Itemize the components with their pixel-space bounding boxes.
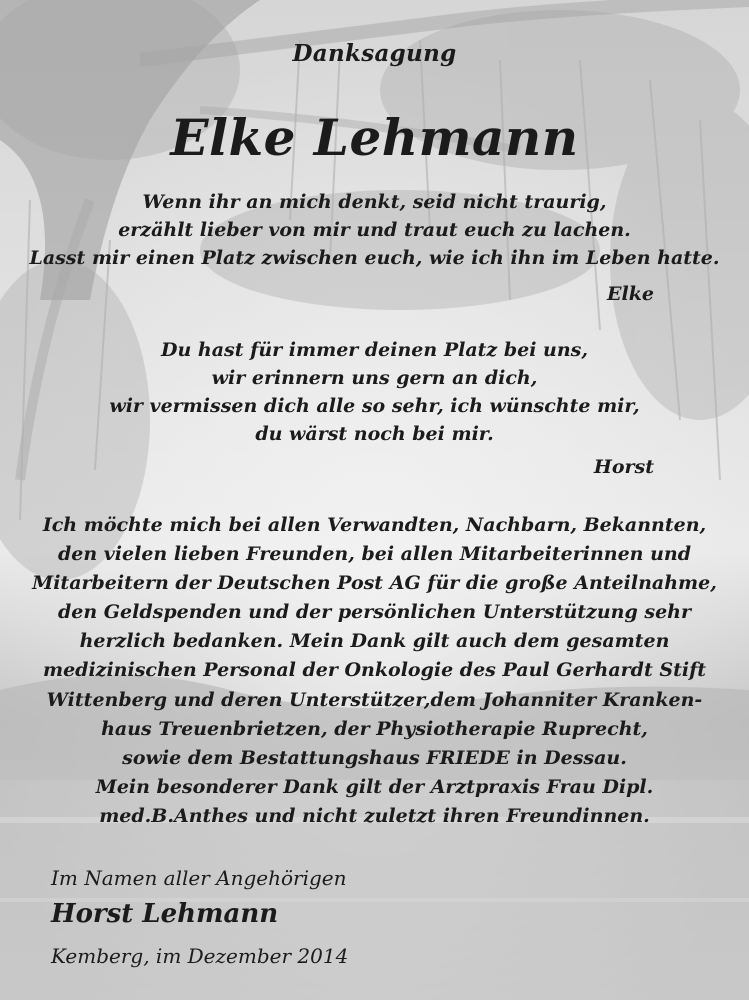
- thanks-line: Mein besonderer Dank gilt der Arztpraxis Frau Dipl.: [95, 775, 654, 798]
- thanks-line: herzlich bedanken. Mein Dank gilt auch dem gesamten: [79, 630, 670, 653]
- poem-line: wir erinnern uns gern an dich,: [211, 367, 538, 389]
- thanks-paragraph: [30, 511, 719, 831]
- thanks-line: med.B.Anthes und nicht zuletzt ihren Freundinnen.: [99, 804, 650, 827]
- thanks-line: Wittenberg und deren Unterstützer,dem Johanniter Kranken-: [46, 688, 703, 711]
- poem-line: erzählt lieber von mir und traut euch zu lachen.: [118, 219, 631, 241]
- thanks-line: medizinischen Personal der Onkologie des Paul Gerhardt Stift: [42, 659, 707, 682]
- poem-line: Lasst mir einen Platz zwischen euch, wie ich ihn im Leben hatte.: [29, 247, 720, 269]
- poem-line: Du hast für immer deinen Platz bei uns,: [161, 339, 588, 361]
- poem-line: Wenn ihr an mich denkt, seid nicht traurig,: [142, 191, 607, 213]
- poem-elke: [0, 188, 749, 272]
- thanks-line: Ich möchte mich bei allen Verwandten, Nachbarn, Bekannten,: [42, 514, 707, 536]
- poem-line: wir vermissen dich alle so sehr, ich wünschte mir,: [109, 395, 640, 417]
- poem-author-elke: Elke: [607, 283, 654, 305]
- poem-author-horst: Horst: [593, 456, 654, 478]
- place-date: Kemberg, im Dezember 2014: [51, 944, 349, 968]
- on-behalf-line: Im Namen aller Angehörigen: [51, 866, 347, 890]
- thanks-line: haus Treuenbrietzen, der Physiotherapie Ruprecht,: [101, 717, 648, 740]
- heading: Danksagung: [292, 40, 457, 67]
- signer-name: Horst Lehmann: [51, 899, 279, 929]
- thanks-line: sowie dem Bestattungshaus FRIEDE in Dessau.: [122, 746, 627, 769]
- thanks-line: den Geldspenden und der persönlichen Unterstützung sehr: [58, 601, 691, 624]
- thanks-line: Mitarbeitern der Deutschen Post AG für die große Anteilnahme,: [32, 572, 717, 595]
- deceased-name: Elke Lehmann: [170, 108, 579, 167]
- poem-horst: [0, 336, 749, 448]
- poem-line: du wärst noch bei mir.: [255, 423, 494, 445]
- thanks-line: den vielen lieben Freunden, bei allen Mitarbeiterinnen und: [57, 543, 692, 566]
